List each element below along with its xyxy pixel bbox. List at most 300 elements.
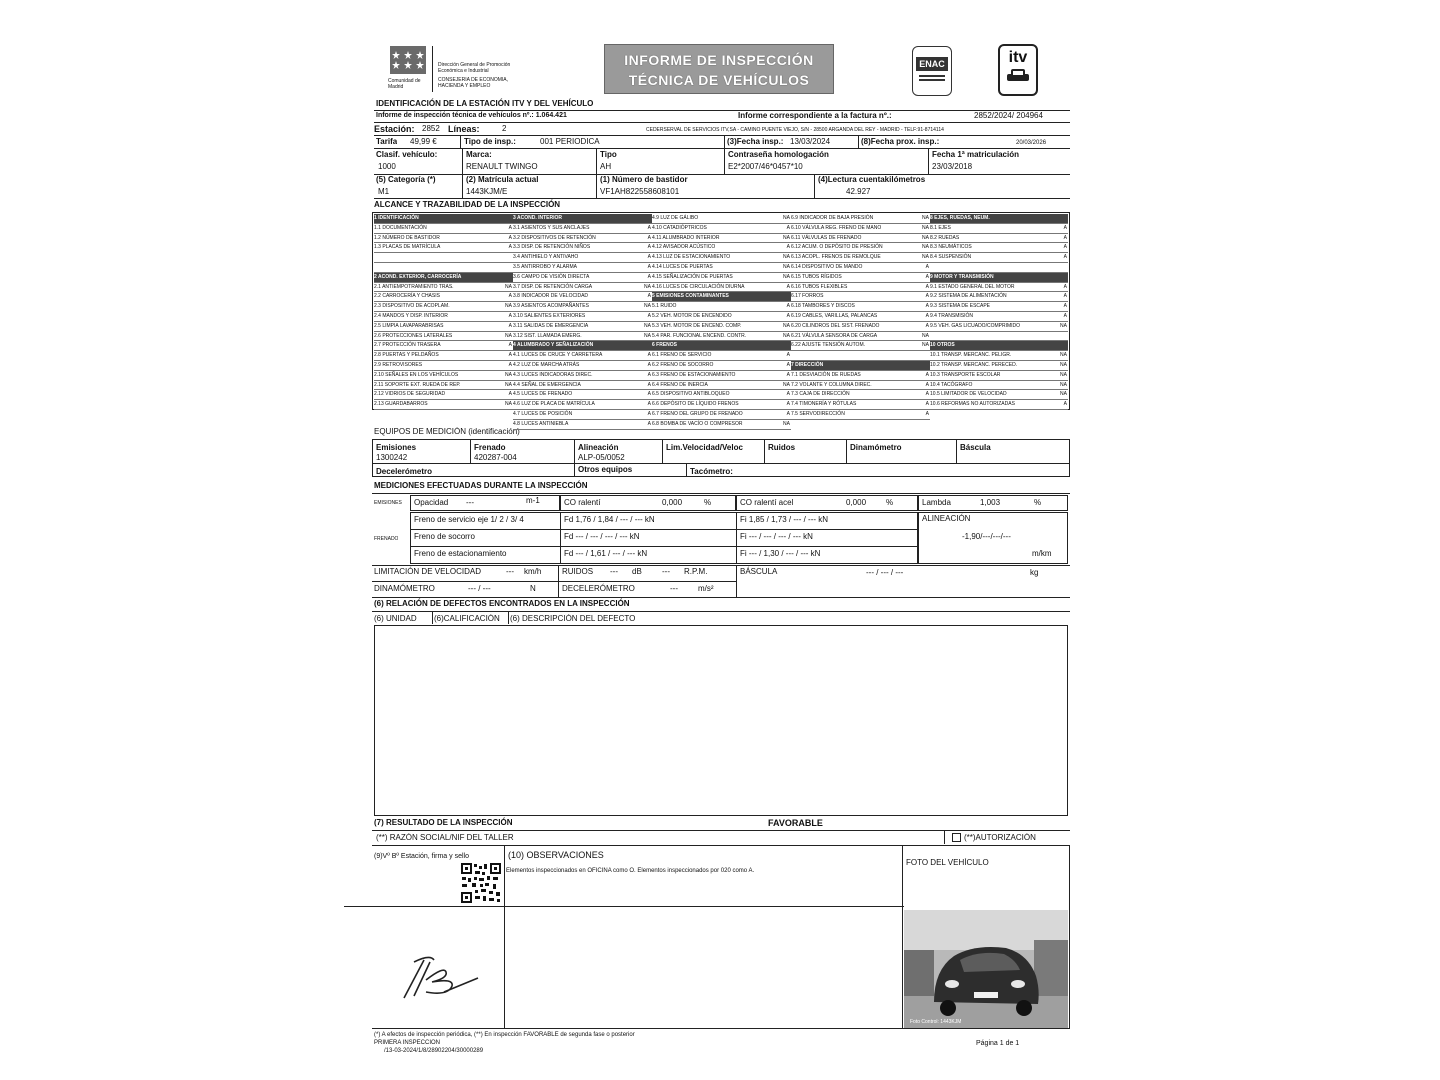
measurements-section-title: MEDICIONES EFECTUADAS DURANTE LA INSPECCIÓN bbox=[374, 481, 588, 490]
itv-logo bbox=[998, 44, 1038, 96]
scope-item-label: 1.3 PLACAS DE MATRÍCULA bbox=[374, 244, 441, 251]
scope-item-result: NA bbox=[644, 322, 651, 329]
autorizacion-checkbox[interactable] bbox=[952, 833, 961, 842]
scope-item-result: A bbox=[786, 410, 790, 417]
vb-label: (9)Vº Bº Estación, firma y sello bbox=[374, 853, 469, 860]
scope-item bbox=[652, 420, 791, 430]
scope-item-label: 10.4 TACÓGRAFO bbox=[930, 381, 973, 388]
clasif-label: Clasif. vehículo: bbox=[376, 150, 438, 159]
scope-item-result: A bbox=[1063, 303, 1067, 310]
inspection-report bbox=[370, 40, 1070, 1060]
scope-item-label: 10.1 TRANSP. MERCANC. PELIGR. bbox=[930, 352, 1012, 359]
ruidos-value: --- bbox=[610, 567, 618, 576]
scope-item-result: A bbox=[508, 312, 512, 319]
identification-section-title: IDENTIFICACIÓN DE LA ESTACIÓN ITV Y DEL VEHÍCULO bbox=[376, 99, 594, 108]
scope-item bbox=[930, 263, 1068, 273]
scope-item bbox=[374, 243, 513, 253]
scope-item bbox=[930, 312, 1068, 322]
scope-item-label: 7 DIRECCIÓN bbox=[791, 361, 824, 368]
scope-item-label: 6.16 TUBOS FLEXIBLES bbox=[791, 283, 848, 290]
scope-item-label: 10.6 REFORMAS NO AUTORIZADAS bbox=[930, 401, 1015, 408]
scope-item bbox=[791, 214, 930, 224]
scope-item bbox=[791, 292, 930, 302]
scope-item bbox=[513, 361, 652, 371]
scope-item-result: A bbox=[786, 401, 790, 408]
scope-item-label: 2.4 MANDOS Y DISP. INTERIOR bbox=[374, 312, 448, 319]
scope-item-result: NA bbox=[505, 303, 512, 310]
opacidad-label: Opacidad bbox=[414, 498, 449, 507]
scope-item-label: 3.10 SALIENTES EXTERIORES bbox=[513, 312, 586, 319]
scope-item-result: A bbox=[647, 263, 651, 270]
scope-item-label: 9.3 SISTEMA DE ESCAPE bbox=[930, 303, 991, 310]
scope-item-result: A bbox=[647, 371, 651, 378]
scope-item-label: 2.2 CARROCERÍA Y CHASIS bbox=[374, 293, 440, 300]
photo-caption: Foto Control: 1443KJM bbox=[910, 1019, 962, 1025]
scope-item bbox=[791, 312, 930, 322]
marca-value: RENAULT TWINGO bbox=[466, 162, 538, 171]
scope-item bbox=[930, 243, 1068, 253]
scope-item-result: A bbox=[786, 352, 790, 359]
scope-item bbox=[791, 322, 930, 332]
scope-item-label: 4.15 SEÑALIZACIÓN DE PUERTAS bbox=[652, 273, 733, 280]
scope-item-result: NA bbox=[505, 371, 512, 378]
foto-label: FOTO DEL VEHÍCULO bbox=[906, 858, 989, 867]
tipo-insp-label: Tipo de insp.: bbox=[464, 137, 516, 146]
lambda-unit: % bbox=[1034, 498, 1042, 507]
alineacion-unit: m/km bbox=[1032, 549, 1052, 558]
freno-socorro-label: Freno de socorro bbox=[414, 532, 475, 541]
equip-velocidad bbox=[666, 443, 743, 453]
scope-item bbox=[930, 302, 1068, 312]
scope-item-label: 5.4 PAR. FUNCIONAL ENCEND. CONTR. bbox=[652, 332, 747, 339]
scope-item-result: A bbox=[925, 401, 929, 408]
scope-item bbox=[930, 224, 1068, 234]
scope-item bbox=[652, 390, 791, 400]
scope-item-result: NA bbox=[783, 273, 790, 280]
scope-item bbox=[513, 234, 652, 244]
scope-item-result: A bbox=[508, 244, 512, 251]
scope-item-label: 6.10 VÁLVULA REG. FRENO DE MANO bbox=[791, 224, 882, 231]
report-title bbox=[604, 44, 834, 94]
scope-item bbox=[930, 351, 1068, 361]
scope-item-label: 4.16 LUCES DE CIRCULACIÓN DIURNA bbox=[652, 283, 745, 290]
scope-item-label: 2.3 DISPOSITIVO DE ACOPLAM. bbox=[374, 303, 450, 310]
vehicle-photo bbox=[904, 910, 1068, 1028]
scope-item-label: 6.12 ACUM. O DEPÓSITO DE PRESIÓN bbox=[791, 244, 883, 251]
dinamometro-label: DINAMÓMETRO bbox=[374, 584, 435, 593]
equip-label: Dinamómetro bbox=[850, 443, 902, 452]
scope-section-title: ALCANCE Y TRAZABILIDAD DE LA INSPECCIÓN bbox=[374, 200, 561, 209]
scope-item-label: 6.17 FORROS bbox=[791, 293, 824, 300]
decelerometro-meas-label: DECELERÓMETRO bbox=[562, 584, 635, 593]
scope-item-label: 8.2 RUEDAS bbox=[930, 234, 960, 241]
tarifa-value: 49,99 € bbox=[410, 137, 437, 146]
enac-label: ENAC bbox=[916, 57, 948, 71]
scope-item bbox=[374, 312, 513, 322]
ruidos-label: RUIDOS bbox=[562, 567, 594, 576]
scope-item bbox=[652, 214, 791, 224]
scope-item-label: 5 EMISIONES CONTAMINANTES bbox=[652, 293, 729, 300]
agency-line: Económica e Industrial bbox=[438, 68, 489, 74]
equip-ruidos bbox=[768, 443, 795, 453]
scope-item-result: A bbox=[1063, 293, 1067, 300]
scope-item-label: 2 ACOND. EXTERIOR, CARROCERÍA bbox=[374, 273, 462, 280]
equip-label: Alineación bbox=[578, 443, 619, 452]
scope-item-result: NA bbox=[922, 332, 929, 339]
scope-item-result: A bbox=[925, 410, 929, 417]
scope-item bbox=[652, 381, 791, 391]
lambda-value: 1,003 bbox=[980, 498, 1001, 507]
scope-item bbox=[652, 273, 791, 283]
scope-item bbox=[513, 381, 652, 391]
scope-item-label: 6.11 VÁLVULAS DE FRENADO bbox=[791, 234, 862, 241]
scope-item-label: 9.2 SISTEMA DE ALIMENTACIÓN bbox=[930, 293, 1007, 300]
scope-column bbox=[652, 214, 791, 430]
equip-emisiones bbox=[376, 443, 416, 463]
scope-item bbox=[930, 400, 1068, 410]
equip-label: Frenado bbox=[474, 443, 506, 452]
scope-item bbox=[513, 400, 652, 410]
scope-item-label: 3.11 SALIDAS DE EMERGENCIA bbox=[513, 322, 589, 329]
scope-item-result: A bbox=[1063, 283, 1067, 290]
defects-list-area bbox=[374, 625, 1068, 816]
scope-item-label: 2.5 LIMPIA LAVAPARABRISAS bbox=[374, 322, 444, 329]
contrasena-label: Contraseña homologación bbox=[728, 150, 829, 159]
scope-item-result: A bbox=[647, 312, 651, 319]
decelerometro-value: --- bbox=[670, 584, 678, 593]
scope-item-result: A bbox=[1063, 224, 1067, 231]
scope-item-label: 1 IDENTIFICACIÓN bbox=[374, 215, 419, 221]
scope-item bbox=[513, 351, 652, 361]
scope-item bbox=[374, 253, 513, 263]
scope-item-result: A bbox=[925, 322, 929, 329]
scope-item bbox=[791, 371, 930, 381]
scope-item-result: A bbox=[508, 224, 512, 231]
scope-item bbox=[513, 263, 652, 273]
alineacion-value: -1,90/---/---/--- bbox=[962, 532, 1011, 541]
scope-item-label: 6.7 FRENO DEL GRUPO DE FRENADO bbox=[652, 410, 743, 417]
scope-item-result: A bbox=[647, 391, 651, 398]
dinamometro-unit: N bbox=[530, 584, 536, 593]
scope-item-result: NA bbox=[644, 303, 651, 310]
scope-item-label: 4.5 LUCES DE FRENADO bbox=[513, 391, 573, 398]
scope-item-label: 4.6 LUZ DE PLACA DE MATRÍCULA bbox=[513, 401, 595, 408]
scope-item bbox=[374, 361, 513, 371]
scope-item-result: A bbox=[925, 263, 929, 270]
scope-item-result: A bbox=[925, 371, 929, 378]
station-address: CEDERSERVAL DE SERVICIOS ITV,SA - CAMINO PUENTE VIEJO, S/N - 28500 ARGANDA DEL REY - MADRID - TELF:91-8714114 bbox=[646, 127, 944, 133]
scope-item-label: 6.3 FRENO DE ESTACIONAMIENTO bbox=[652, 371, 736, 378]
scope-item-label: 2.12 VIDRIOS DE SEGURIDAD bbox=[374, 391, 446, 398]
scope-item bbox=[652, 224, 791, 234]
scope-item-label: 2.8 PUERTAS Y PELDAÑOS bbox=[374, 352, 439, 359]
agency-line: CONSEJERÍA DE ECONOMÍA, bbox=[438, 77, 509, 83]
scope-item bbox=[652, 371, 791, 381]
scope-item-label: 6.4 FRENO DE INERCIA bbox=[652, 381, 708, 388]
scope-item bbox=[791, 283, 930, 293]
fecha-matric-value: 23/03/2018 bbox=[932, 162, 973, 171]
scope-item-result: NA bbox=[783, 381, 790, 388]
scope-item bbox=[791, 234, 930, 244]
scope-item-label: 5.2 VEH. MOTOR DE ENCENDIDO bbox=[652, 312, 732, 319]
scope-item-label: 3.7 DISP. DE RETENCIÓN CARGA bbox=[513, 283, 593, 290]
agency-block bbox=[438, 62, 510, 89]
scope-item-label: 5.3 VEH. MOTOR DE ENCEND. COMP. bbox=[652, 322, 742, 329]
enac-logo bbox=[912, 46, 952, 96]
scope-item bbox=[930, 253, 1068, 263]
scope-item-result: NA bbox=[505, 283, 512, 290]
scope-item-result: A bbox=[925, 293, 929, 300]
scope-item-result: A bbox=[647, 254, 651, 261]
scope-item-label: 7.1 DESVIACIÓN DE RUEDAS bbox=[791, 371, 861, 378]
scope-item-result: A bbox=[1063, 254, 1067, 261]
scope-item-result: A bbox=[508, 322, 512, 329]
scope-item-label: 7.2 VOLANTE Y COLUMNA DIREC. bbox=[791, 381, 872, 388]
scope-item-label: 8.1 EJES bbox=[930, 224, 951, 231]
scope-item-result: NA bbox=[783, 332, 790, 339]
scope-item-result: NA bbox=[505, 381, 512, 388]
footer-primera: PRIMERA INSPECCIÓN bbox=[374, 1040, 441, 1046]
scope-item-result: A bbox=[508, 342, 512, 349]
scope-item bbox=[513, 322, 652, 332]
equipment-section-title: EQUIPOS DE MEDICIÓN (identificación) bbox=[374, 427, 520, 436]
equip-dinamometro bbox=[850, 443, 902, 453]
lines-value: 2 bbox=[502, 124, 507, 133]
scope-item-result: A bbox=[925, 283, 929, 290]
scope-item-label: 9.5 VEH. GAS LICUADO/COMPRIMIDO bbox=[930, 322, 1021, 329]
scope-item-result: A bbox=[786, 312, 790, 319]
alineacion-label: ALINEACIÓN bbox=[922, 514, 971, 523]
scope-item-result: A bbox=[647, 293, 651, 300]
autorizacion-label: (**)AUTORIZACIÓN bbox=[964, 833, 1036, 842]
scope-item bbox=[791, 400, 930, 410]
scope-item bbox=[513, 332, 652, 342]
scope-item bbox=[374, 400, 513, 410]
contrasena-value: E2*2007/46*0457*10 bbox=[728, 162, 803, 171]
scope-item-result: NA bbox=[1060, 322, 1067, 329]
scope-item-label: 9.4 TRANSMISIÓN bbox=[930, 312, 973, 319]
frenado-label: FRENADO bbox=[374, 536, 399, 542]
scope-item-label: 2.10 SEÑALES EN LOS VEHÍCULOS bbox=[374, 371, 459, 378]
scope-item-label: 2.6 PROTECCIONES LATERALES bbox=[374, 332, 453, 339]
scope-item-label: 6.9 INDICADOR DE BAJA PRESIÓN bbox=[791, 215, 874, 221]
scope-item-label: 2.11 SOPORTE EXT. RUEDA DE REP. bbox=[374, 381, 461, 388]
equip-bascula bbox=[960, 443, 991, 453]
scope-item-label: 4.2 LUZ DE MARCHA ATRÁS bbox=[513, 361, 580, 368]
fecha-matric-label: Fecha 1ª matriculación bbox=[932, 150, 1019, 159]
scope-category-header bbox=[513, 341, 652, 351]
scope-item bbox=[652, 312, 791, 322]
col-calificacion: (6)CALIFICACIÓN bbox=[434, 614, 500, 623]
scope-column bbox=[374, 214, 513, 410]
scope-column bbox=[930, 214, 1068, 410]
matricula-value: 1443KJM/E bbox=[466, 187, 508, 196]
scope-item-label: 6.1 FRENO DE SERVICIO bbox=[652, 352, 712, 359]
scope-item-label: 10.2 TRANSP. MERCANC. PERECED. bbox=[930, 361, 1018, 368]
scope-item-label: 9.1 ESTADO GENERAL DEL MOTOR bbox=[930, 283, 1015, 290]
scope-item bbox=[652, 400, 791, 410]
scope-item-result: A bbox=[786, 303, 790, 310]
scope-item bbox=[930, 322, 1068, 332]
report-number: Informe de inspección técnica de vehículos nº.: 1.064.421 bbox=[376, 112, 567, 119]
scope-item bbox=[652, 410, 791, 420]
scope-item-result: NA bbox=[922, 234, 929, 241]
scope-item-result: A bbox=[647, 244, 651, 251]
scope-item-result: NA bbox=[783, 254, 790, 261]
scope-item-result: A bbox=[786, 371, 790, 378]
scope-item-result: NA bbox=[783, 234, 790, 241]
title-line-2: TÉCNICA DE VEHÍCULOS bbox=[628, 72, 810, 88]
scope-item-label: 7.4 TIMONERÍA Y RÓTULAS bbox=[791, 401, 857, 408]
scope-item bbox=[652, 351, 791, 361]
scope-item-result: A bbox=[786, 224, 790, 231]
scope-category-header bbox=[513, 214, 652, 224]
tipo-label: Tipo bbox=[600, 150, 617, 159]
scope-item-label: 3.4 ANTIHIELO Y ANTIVAHO bbox=[513, 254, 579, 261]
scope-item-result: A bbox=[1063, 401, 1067, 408]
invoice-label: Informe correspondiente a la factura nº.: bbox=[738, 111, 892, 120]
scope-item-label: 4.3 LUCES INDICADORAS DIREC. bbox=[513, 371, 593, 378]
equip-value: 420287-004 bbox=[474, 453, 517, 462]
scope-item-result: A bbox=[786, 244, 790, 251]
comunidad-madrid-logo bbox=[388, 44, 428, 94]
ruidos-unit: dB bbox=[632, 567, 642, 576]
scope-item-result: A bbox=[925, 381, 929, 388]
scope-item bbox=[374, 292, 513, 302]
opacidad-unit: m-1 bbox=[526, 496, 540, 505]
scope-item-result: NA bbox=[505, 401, 512, 408]
scope-item bbox=[513, 243, 652, 253]
scope-item bbox=[930, 390, 1068, 400]
tipo-value: AH bbox=[600, 162, 612, 171]
scope-item bbox=[791, 302, 930, 312]
scope-item bbox=[513, 253, 652, 263]
scope-item-label: 3.12 SIST. LLAMADA EMERG. bbox=[513, 332, 582, 339]
scope-item-label: 3.2 DISPOSITIVOS DE RETENCIÓN bbox=[513, 234, 596, 241]
tacometro-label: Tacómetro: bbox=[690, 467, 733, 476]
scope-item bbox=[791, 253, 930, 263]
scope-item bbox=[791, 341, 930, 351]
scope-item bbox=[930, 361, 1068, 371]
scope-item-label: 4 ALUMBRADO Y SEÑALIZACIÓN bbox=[513, 342, 594, 349]
agency-line: HACIENDA Y EMPLEO bbox=[438, 83, 491, 89]
fecha-prox-value: 20/03/2026 bbox=[1016, 140, 1047, 146]
equip-frenado bbox=[474, 443, 517, 463]
station-label: Estación: bbox=[374, 124, 415, 134]
scope-item-label: 4.7 LUCES DE POSICIÓN bbox=[513, 410, 573, 417]
observaciones-text: Elementos inspeccionados en OFICINA como O. Elementos inspeccionados por 020 como A. bbox=[506, 868, 755, 874]
scope-item-label: 3.8 INDICADOR DE VELOCIDAD bbox=[513, 293, 589, 300]
scope-item-label: 1.1 DOCUMENTACIÓN bbox=[374, 224, 427, 231]
scope-item-result: A bbox=[508, 391, 512, 398]
scope-item-result: NA bbox=[783, 263, 790, 270]
fd-socorro: Fd --- / --- / --- / --- kN bbox=[564, 532, 640, 541]
scope-item bbox=[791, 381, 930, 391]
scope-item bbox=[374, 381, 513, 391]
scope-item bbox=[513, 283, 652, 293]
scope-item-result: A bbox=[925, 312, 929, 319]
scope-item-result: A bbox=[1063, 312, 1067, 319]
scope-item-result: A bbox=[786, 283, 790, 290]
scope-category-header bbox=[791, 361, 930, 371]
lectura-label: (4)Lectura cuentakilómetros bbox=[818, 175, 926, 184]
scope-item bbox=[652, 263, 791, 273]
scope-item bbox=[791, 263, 930, 273]
scope-item bbox=[374, 351, 513, 361]
scope-item-result: NA bbox=[783, 215, 790, 221]
scope-item-label: 7.3 CAJA DE DIRECCIÓN bbox=[791, 391, 850, 398]
scope-item bbox=[791, 410, 930, 420]
emisiones-label: EMISIONES bbox=[374, 500, 402, 506]
scope-item-result: A bbox=[647, 410, 651, 417]
station-signature bbox=[400, 952, 482, 1002]
scope-category-header bbox=[374, 214, 513, 224]
scope-item bbox=[374, 234, 513, 244]
scope-item-result: NA bbox=[922, 342, 929, 349]
scope-item bbox=[374, 341, 513, 351]
invoice-value: 2852/2024/ 204964 bbox=[974, 111, 1043, 120]
scope-item-label: 8.4 SUSPENSIÓN bbox=[930, 254, 972, 261]
scope-item-result: A bbox=[786, 391, 790, 398]
station-value: 2852 bbox=[422, 124, 440, 133]
equip-value: ALP-05/0052 bbox=[578, 453, 625, 462]
scope-item bbox=[930, 283, 1068, 293]
scope-item bbox=[791, 332, 930, 342]
bascula-value: --- / --- / --- bbox=[866, 568, 904, 577]
scope-item-result: NA bbox=[922, 254, 929, 261]
scope-item-result: A bbox=[647, 352, 651, 359]
scope-item bbox=[930, 234, 1068, 244]
lectura-value: 42.927 bbox=[846, 187, 871, 196]
scope-item bbox=[374, 332, 513, 342]
co-ralenti-value: 0,000 bbox=[662, 498, 683, 507]
scope-item-result: A bbox=[925, 303, 929, 310]
observaciones-label: (10) OBSERVACIONES bbox=[508, 850, 604, 860]
fecha-prox-label: (8)Fecha prox. insp.: bbox=[861, 137, 940, 146]
fd-servicio: Fd 1,76 / 1,84 / --- / --- kN bbox=[564, 515, 655, 524]
scope-item bbox=[513, 390, 652, 400]
scope-item-label: 3.3 DISP. DE RETENCIÓN NIÑOS bbox=[513, 244, 591, 251]
scope-item bbox=[652, 234, 791, 244]
scope-item-label: 4.12 AVISADOR ACÚSTICO bbox=[652, 244, 716, 251]
logo-text: Comunidad de Madrid bbox=[388, 78, 421, 90]
scope-item-label: 4.14 LUCES DE PUERTAS bbox=[652, 263, 713, 270]
scope-item-result: NA bbox=[1060, 391, 1067, 398]
scope-item bbox=[652, 283, 791, 293]
scope-item bbox=[930, 332, 1068, 342]
scope-item-result: NA bbox=[1060, 371, 1067, 378]
title-line-1: INFORME DE INSPECCIÓN bbox=[624, 52, 814, 68]
scope-category-header bbox=[930, 214, 1068, 224]
scope-item-result: A bbox=[786, 361, 790, 368]
scope-item bbox=[930, 292, 1068, 302]
scope-item-result: A bbox=[508, 234, 512, 241]
scope-item bbox=[652, 253, 791, 263]
freno-estac-label: Freno de estacionamiento bbox=[414, 549, 507, 558]
decelerometro-unit: m/s² bbox=[698, 584, 714, 593]
matricula-label: (2) Matrícula actual bbox=[466, 175, 539, 184]
scope-item bbox=[513, 292, 652, 302]
scope-item-label: 2.13 GUARDABARROS bbox=[374, 401, 428, 408]
scope-item bbox=[374, 371, 513, 381]
tipo-insp-value: 001 PERIODICA bbox=[540, 137, 600, 146]
scope-item-label: 6.14 DISPOSITIVO DE MANDO bbox=[791, 263, 863, 270]
ruidos-rpm-value: --- bbox=[662, 567, 670, 576]
dinamometro-value: --- / --- bbox=[468, 584, 491, 593]
ruidos-rpm-unit: R.P.M. bbox=[684, 567, 708, 576]
result-value: FAVORABLE bbox=[768, 818, 823, 828]
scope-item-label: 10.3 TRANSPORTE ESCOLAR bbox=[930, 371, 1001, 378]
